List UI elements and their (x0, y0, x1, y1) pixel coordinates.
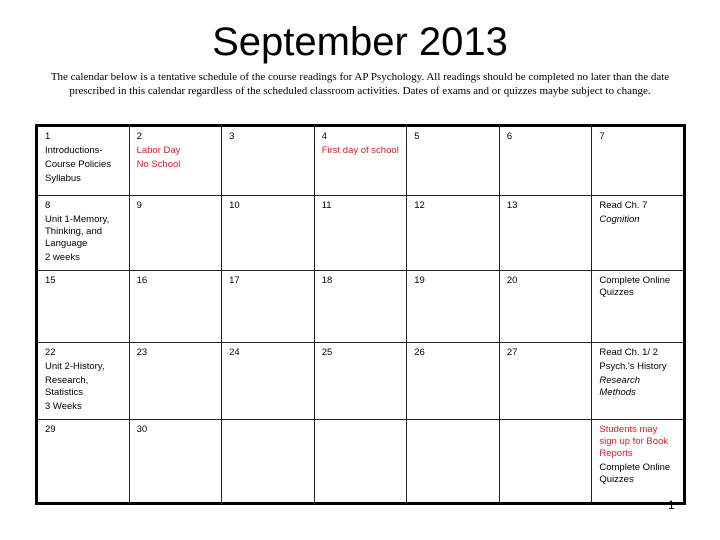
calendar-day-cell (592, 271, 685, 343)
calendar-week-row (37, 271, 685, 343)
calendar-week-row (37, 343, 685, 420)
calendar-day-cell (314, 343, 407, 420)
calendar-day-cell (407, 343, 500, 420)
calendar-day-cell (407, 271, 500, 343)
day-number: 12 (414, 200, 425, 211)
day-note: First day of school (321, 145, 399, 156)
day-note: Unit 2-History, (45, 361, 105, 372)
day-number: 20 (506, 275, 518, 286)
calendar-day-cell (222, 420, 315, 504)
day-number: 6 (506, 131, 513, 142)
day-number: 10 (229, 200, 240, 211)
calendar-day-cell (499, 271, 592, 343)
day-note: Course Policies (45, 159, 111, 170)
calendar-day-cell (129, 343, 222, 420)
calendar-day-cell (222, 126, 315, 196)
day-note: Introductions- (45, 145, 103, 156)
calendar-day-cell (499, 126, 592, 196)
day-number: 15 (45, 275, 56, 286)
day-number: 23 (136, 347, 148, 358)
calendar-day-cell (499, 343, 592, 420)
day-number: 11 (321, 200, 332, 211)
day-note: Research Methods (599, 375, 641, 398)
day-number: 9 (136, 200, 142, 211)
day-number: 7 (599, 131, 605, 142)
calendar-day-cell (314, 196, 407, 271)
calendar-day-cell (37, 196, 130, 271)
day-number: 22 (45, 347, 56, 358)
day-number: 27 (506, 347, 518, 358)
calendar-day-cell (407, 126, 500, 196)
day-number: 4 (321, 131, 327, 142)
calendar-day-cell (314, 420, 407, 504)
day-note: Complete Online Quizzes (599, 462, 671, 485)
calendar-day-cell (129, 271, 222, 343)
day-number: 13 (506, 200, 518, 211)
calendar-day-cell (499, 420, 592, 504)
day-number: 8 (45, 200, 51, 211)
calendar-day-cell (499, 196, 592, 271)
page-title: September 2013 (212, 20, 508, 64)
day-number: 5 (414, 131, 420, 142)
page-number: 1 (668, 498, 675, 512)
day-note: No School (136, 159, 181, 170)
calendar-day-cell (37, 271, 130, 343)
day-number: 18 (321, 275, 333, 286)
calendar-day-cell (407, 196, 500, 271)
calendar-day-cell (592, 420, 685, 504)
day-number: 26 (414, 347, 425, 358)
calendar-day-cell (592, 343, 685, 420)
day-number: 3 (229, 131, 235, 142)
calendar-week-row (37, 420, 685, 504)
day-number: 17 (229, 275, 240, 286)
day-note: Labor Day (136, 145, 181, 156)
day-note: Cognition (599, 214, 640, 225)
calendar-day-cell (314, 271, 407, 343)
day-note: Syllabus (45, 173, 81, 184)
day-note: Research, Statistics (45, 375, 89, 398)
calendar-week-row (37, 196, 685, 271)
calendar-day-cell (129, 420, 222, 504)
calendar-week-row (37, 126, 685, 196)
day-number: 19 (414, 275, 425, 286)
calendar-day-cell (222, 196, 315, 271)
day-note: Unit 1-Memory, Thinking, and Language (45, 214, 110, 249)
day-number: 2 (136, 131, 142, 142)
calendar-day-cell (37, 420, 130, 504)
day-number: Complete Online Quizzes (599, 275, 671, 298)
day-number: 1 (45, 131, 51, 142)
day-number: 25 (321, 347, 333, 358)
day-number: Read Ch. 7 (599, 200, 648, 211)
day-number: 29 (45, 424, 56, 435)
intro-text: The calendar below is a tentative schedule of the course readings for AP Psychology. All readings should be completed no later than the date prescribed in this calendar regardless of the scheduled classroom activities. Dates of exams and or quizzes maybe subject to change. (50, 71, 670, 97)
calendar-day-cell (37, 343, 130, 420)
calendar-day-cell (407, 420, 500, 504)
calendar-day-cell (222, 343, 315, 420)
day-note: Psych.'s History (599, 361, 667, 372)
day-number: Read Ch. 1/ 2 (599, 347, 658, 358)
day-number: 30 (136, 424, 148, 435)
calendar-day-cell (592, 126, 685, 196)
calendar-day-cell (314, 126, 407, 196)
day-note: 3 Weeks (45, 401, 82, 412)
calendar-day-cell (222, 271, 315, 343)
day-note: 2 weeks (45, 252, 80, 263)
day-number: 24 (229, 347, 240, 358)
day-number: 16 (136, 275, 148, 286)
day-number: Students may sign up for Book Reports (599, 424, 669, 459)
calendar-day-cell (129, 196, 222, 271)
calendar-day-cell (37, 126, 130, 196)
calendar-day-cell (592, 196, 685, 271)
calendar-table (35, 124, 686, 505)
calendar-day-cell (129, 126, 222, 196)
